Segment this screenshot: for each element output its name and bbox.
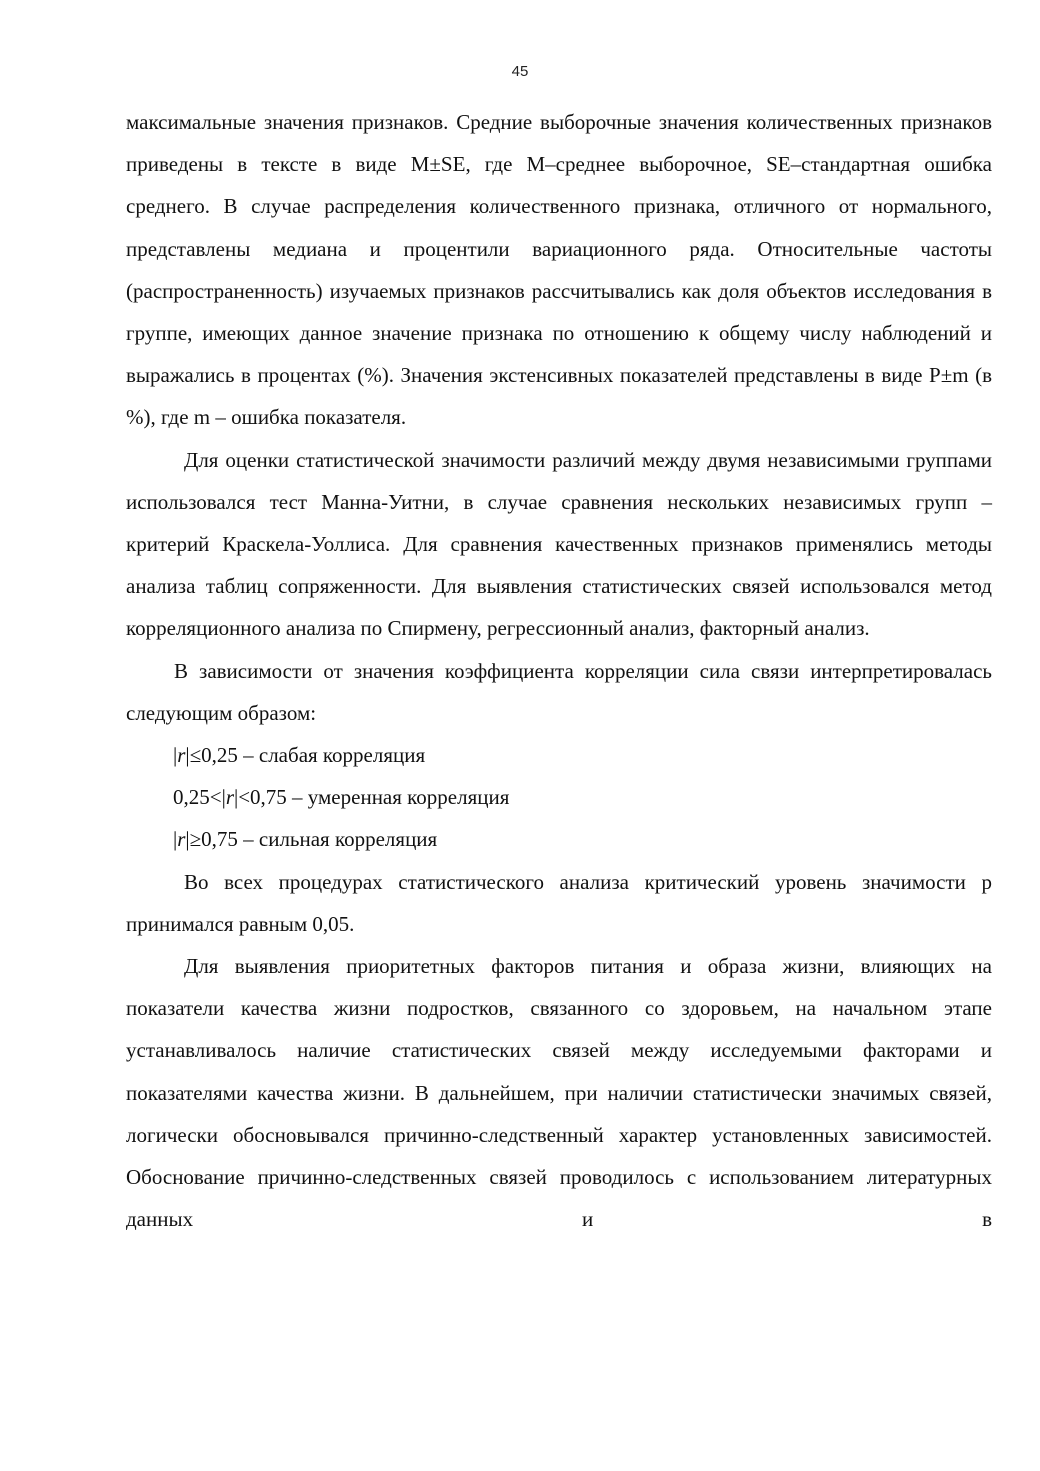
criterion-prefix: 0,25<| [173, 785, 226, 810]
criterion-prefix: | [173, 827, 178, 852]
paragraph-statistics-description: максимальные значения признаков. Средние выборочные значения количественных признаков приведены в тексте в виде M±SE, где M–среднее выборочное, SE–стандартная ошибка среднего. В случае распределения количественного признака, отличного от нормального, представлены медиана и процентили вариационного ряда. Относительные частоты (распространенность) изучаемых признаков рассчитывались как доля объектов исследования в группе, имеющих данное значение признака по отношению к общему числу наблюдений и выражались в процентах (%). Значения экстенсивных показателей представлены в виде P±m (в %), где m – ошибка показателя. [126, 110, 992, 430]
page-number: 45 [511, 63, 529, 80]
page-body [126, 101, 992, 1240]
paragraph-priority-factors: Для выявления приоритетных факторов питания и образа жизни, влияющих на показатели качества жизни подростков, связанного со здоровьем, на начальном этапе устанавливалось наличие статистических связей между исследуемыми факторами и показателями качества жизни. В дальнейшем, при наличии статистически значимых связей, логически обосновывался причинно-следственный характер установленных зависимостей. Обоснование причинно-следственных связей проводилось с использованием литературных данных и в [126, 954, 992, 1232]
criterion-weak-correlation [126, 734, 992, 776]
criterion-text: |≥0,75 – сильная корреляция [185, 827, 438, 852]
criterion-symbol: r [177, 827, 186, 852]
paragraph-correlation-intro: В зависимости от значения коэффициента корреляции сила связи интерпретировалась следующим образом: [126, 658, 992, 725]
criterion-text: |≤0,25 – слабая корреляция [185, 743, 426, 768]
criterion-moderate-correlation [126, 776, 992, 818]
criterion-text: |<0,75 – умеренная корреляция [234, 785, 510, 810]
paragraph-significance-level: Во всех процедурах статистического анализа критический уровень значимости p принимался равным 0,05. [126, 869, 992, 936]
criterion-prefix: | [173, 743, 178, 768]
criterion-strong-correlation [126, 818, 992, 860]
paragraph-significance-tests: Для оценки статистической значимости различий между двумя независимыми группами использовался тест Манна-Уитни, в случае сравнения нескольких независимых групп – критерий Краскела-Уоллиса. Для сравнения качественных признаков применялись методы анализа таблиц сопряженности. Для выявления статистических связей использовался метод корреляционного анализа по Спирмену, регрессионный анализ, факторный анализ. [126, 447, 992, 641]
criterion-symbol: r [225, 785, 234, 810]
criterion-symbol: r [177, 743, 186, 768]
